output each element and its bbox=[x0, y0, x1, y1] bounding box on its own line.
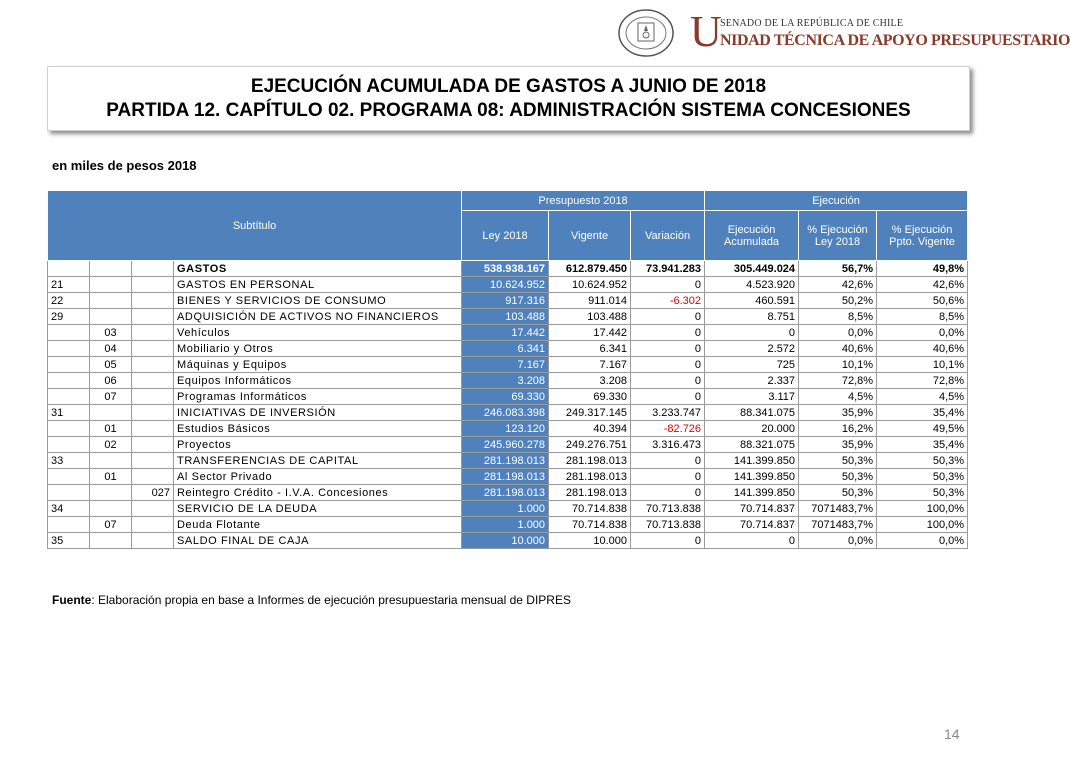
cell-pct-vigente: 10,1% bbox=[877, 357, 968, 373]
table-row bbox=[48, 341, 968, 357]
cell-subtitulo: 34 bbox=[48, 501, 90, 517]
cell-pct-ley: 7071483,7% bbox=[799, 517, 877, 533]
header-ejecucion-acumulada: Ejecución Acumulada bbox=[705, 211, 799, 261]
cell-pct-vigente: 35,4% bbox=[877, 405, 968, 421]
cell-subtitulo: 35 bbox=[48, 533, 90, 549]
cell-variacion: 0 bbox=[631, 277, 705, 293]
cell-ejecucion: 2.337 bbox=[705, 373, 799, 389]
source-note bbox=[52, 593, 571, 607]
cell-item: 01 bbox=[90, 421, 132, 437]
cell-item: 07 bbox=[90, 517, 132, 533]
cell-subtitulo: 29 bbox=[48, 309, 90, 325]
budget-table bbox=[47, 190, 968, 549]
cell-descripcion: GASTOS EN PERSONAL bbox=[174, 277, 462, 293]
cell-pct-ley: 35,9% bbox=[799, 437, 877, 453]
cell-ejecucion: 725 bbox=[705, 357, 799, 373]
cell-pct-vigente: 50,6% bbox=[877, 293, 968, 309]
cell-pct-ley: 16,2% bbox=[799, 421, 877, 437]
cell-item: 05 bbox=[90, 357, 132, 373]
cell-item bbox=[90, 261, 132, 277]
cell-pct-ley: 0,0% bbox=[799, 533, 877, 549]
cell-asignacion bbox=[132, 357, 174, 373]
cell-pct-vigente: 8,5% bbox=[877, 309, 968, 325]
table-row bbox=[48, 309, 968, 325]
cell-ley: 6.341 bbox=[462, 341, 549, 357]
cell-item: 06 bbox=[90, 373, 132, 389]
cell-ejecucion: 3.117 bbox=[705, 389, 799, 405]
cell-descripcion: Reintegro Crédito - I.V.A. Concesiones bbox=[174, 485, 462, 501]
cell-pct-vigente: 50,3% bbox=[877, 469, 968, 485]
cell-descripcion: Deuda Flotante bbox=[174, 517, 462, 533]
cell-variacion: 3.316.473 bbox=[631, 437, 705, 453]
cell-asignacion bbox=[132, 501, 174, 517]
cell-pct-vigente: 0,0% bbox=[877, 533, 968, 549]
cell-item bbox=[90, 453, 132, 469]
cell-vigente: 6.341 bbox=[549, 341, 631, 357]
cell-item: 03 bbox=[90, 325, 132, 341]
cell-variacion: -6.302 bbox=[631, 293, 705, 309]
cell-descripcion: INICIATIVAS DE INVERSIÓN bbox=[174, 405, 462, 421]
cell-pct-ley: 50,3% bbox=[799, 469, 877, 485]
cell-pct-vigente: 72,8% bbox=[877, 373, 968, 389]
header-subtitulo: Subtítulo bbox=[48, 191, 462, 261]
title-line2: PARTIDA 12. CAPÍTULO 02. PROGRAMA 08: ADMINISTRACIÓN SISTEMA CONCESIONES bbox=[106, 100, 911, 121]
brand-line2: NIDAD TÉCNICA DE APOYO PRESUPUESTARIO bbox=[720, 32, 1070, 49]
cell-ejecucion: 460.591 bbox=[705, 293, 799, 309]
cell-pct-ley: 40,6% bbox=[799, 341, 877, 357]
cell-ley: 17.442 bbox=[462, 325, 549, 341]
cell-ejecucion: 141.399.850 bbox=[705, 469, 799, 485]
cell-ejecucion: 88.341.075 bbox=[705, 405, 799, 421]
cell-subtitulo: 33 bbox=[48, 453, 90, 469]
cell-variacion: 0 bbox=[631, 325, 705, 341]
table-row bbox=[48, 453, 968, 469]
cell-asignacion bbox=[132, 453, 174, 469]
cell-ejecucion: 20.000 bbox=[705, 421, 799, 437]
cell-asignacion bbox=[132, 517, 174, 533]
cell-pct-ley: 56,7% bbox=[799, 261, 877, 277]
cell-asignacion bbox=[132, 325, 174, 341]
cell-asignacion bbox=[132, 341, 174, 357]
cell-ley: 3.208 bbox=[462, 373, 549, 389]
cell-ley: 1.000 bbox=[462, 517, 549, 533]
cell-descripcion: Al Sector Privado bbox=[174, 469, 462, 485]
header-pct-ley: % Ejecución Ley 2018 bbox=[799, 211, 877, 261]
cell-variacion: 0 bbox=[631, 373, 705, 389]
cell-pct-ley: 72,8% bbox=[799, 373, 877, 389]
cell-vigente: 249.317.145 bbox=[549, 405, 631, 421]
cell-ley: 281.198.013 bbox=[462, 453, 549, 469]
table-row bbox=[48, 437, 968, 453]
cell-item bbox=[90, 405, 132, 421]
cell-ley: 917.316 bbox=[462, 293, 549, 309]
cell-ley: 538.938.167 bbox=[462, 261, 549, 277]
cell-subtitulo bbox=[48, 341, 90, 357]
brand-line1: SENADO DE LA REPÚBLICA DE CHILE bbox=[720, 18, 904, 29]
cell-vigente: 249.276.751 bbox=[549, 437, 631, 453]
cell-asignacion bbox=[132, 373, 174, 389]
cell-pct-ley: 10,1% bbox=[799, 357, 877, 373]
cell-item: 04 bbox=[90, 341, 132, 357]
cell-vigente: 281.198.013 bbox=[549, 485, 631, 501]
cell-subtitulo: 22 bbox=[48, 293, 90, 309]
table-row bbox=[48, 533, 968, 549]
cell-asignacion bbox=[132, 277, 174, 293]
cell-descripcion: Mobiliario y Otros bbox=[174, 341, 462, 357]
cell-ley: 1.000 bbox=[462, 501, 549, 517]
brand-wordmark bbox=[690, 7, 1070, 58]
cell-subtitulo: 31 bbox=[48, 405, 90, 421]
cell-vigente: 7.167 bbox=[549, 357, 631, 373]
cell-descripcion: SALDO FINAL DE CAJA bbox=[174, 533, 462, 549]
cell-descripcion: Máquinas y Equipos bbox=[174, 357, 462, 373]
cell-ley: 281.198.013 bbox=[462, 485, 549, 501]
cell-ejecucion: 8.751 bbox=[705, 309, 799, 325]
cell-vigente: 103.488 bbox=[549, 309, 631, 325]
cell-pct-vigente: 49,8% bbox=[877, 261, 968, 277]
cell-descripcion: Vehículos bbox=[174, 325, 462, 341]
cell-pct-vigente: 50,3% bbox=[877, 485, 968, 501]
cell-vigente: 281.198.013 bbox=[549, 469, 631, 485]
cell-subtitulo bbox=[48, 261, 90, 277]
cell-ejecucion: 141.399.850 bbox=[705, 485, 799, 501]
table-row bbox=[48, 373, 968, 389]
cell-descripcion: Programas Informáticos bbox=[174, 389, 462, 405]
cell-ley: 103.488 bbox=[462, 309, 549, 325]
cell-asignacion bbox=[132, 405, 174, 421]
cell-pct-vigente: 4,5% bbox=[877, 389, 968, 405]
cell-ley: 10.624.952 bbox=[462, 277, 549, 293]
cell-pct-ley: 4,5% bbox=[799, 389, 877, 405]
table-row bbox=[48, 293, 968, 309]
cell-asignacion bbox=[132, 309, 174, 325]
cell-variacion: 0 bbox=[631, 485, 705, 501]
cell-descripcion: Estudios Básicos bbox=[174, 421, 462, 437]
table-row bbox=[48, 277, 968, 293]
cell-ley: 245.960.278 bbox=[462, 437, 549, 453]
cell-pct-vigente: 50,3% bbox=[877, 453, 968, 469]
title-line1: EJECUCIÓN ACUMULADA DE GASTOS A JUNIO DE 2018 bbox=[250, 76, 767, 97]
cell-ejecucion: 4.523.920 bbox=[705, 277, 799, 293]
cell-vigente: 911.014 bbox=[549, 293, 631, 309]
brand-initial: U bbox=[690, 7, 722, 56]
cell-variacion: 0 bbox=[631, 389, 705, 405]
cell-ejecucion: 141.399.850 bbox=[705, 453, 799, 469]
cell-ejecucion: 0 bbox=[705, 325, 799, 341]
title-box bbox=[47, 66, 970, 131]
cell-subtitulo: 21 bbox=[48, 277, 90, 293]
header-pct-vigente: % Ejecución Ppto. Vigente bbox=[877, 211, 968, 261]
cell-vigente: 281.198.013 bbox=[549, 453, 631, 469]
cell-pct-vigente: 42,6% bbox=[877, 277, 968, 293]
cell-variacion: 0 bbox=[631, 357, 705, 373]
units-label: en miles de pesos 2018 bbox=[52, 158, 197, 173]
cell-subtitulo bbox=[48, 485, 90, 501]
cell-pct-vigente: 35,4% bbox=[877, 437, 968, 453]
cell-item bbox=[90, 485, 132, 501]
cell-subtitulo bbox=[48, 469, 90, 485]
cell-subtitulo bbox=[48, 517, 90, 533]
cell-ley: 7.167 bbox=[462, 357, 549, 373]
cell-descripcion: BIENES Y SERVICIOS DE CONSUMO bbox=[174, 293, 462, 309]
cell-asignacion bbox=[132, 261, 174, 277]
cell-variacion: 0 bbox=[631, 469, 705, 485]
cell-pct-ley: 35,9% bbox=[799, 405, 877, 421]
cell-pct-ley: 7071483,7% bbox=[799, 501, 877, 517]
cell-pct-vigente: 100,0% bbox=[877, 517, 968, 533]
cell-asignacion bbox=[132, 469, 174, 485]
table-row bbox=[48, 501, 968, 517]
cell-subtitulo bbox=[48, 421, 90, 437]
table-row bbox=[48, 325, 968, 341]
cell-vigente: 40.394 bbox=[549, 421, 631, 437]
cell-vigente: 10.624.952 bbox=[549, 277, 631, 293]
cell-item: 02 bbox=[90, 437, 132, 453]
header-presupuesto: Presupuesto 2018 bbox=[462, 191, 705, 211]
cell-ejecucion: 2.572 bbox=[705, 341, 799, 357]
table-row bbox=[48, 357, 968, 373]
cell-asignacion bbox=[132, 533, 174, 549]
cell-asignacion bbox=[132, 437, 174, 453]
cell-variacion: -82.726 bbox=[631, 421, 705, 437]
table-row bbox=[48, 261, 968, 277]
table-row bbox=[48, 517, 968, 533]
cell-descripcion: Equipos Informáticos bbox=[174, 373, 462, 389]
cell-subtitulo bbox=[48, 373, 90, 389]
cell-descripcion: Proyectos bbox=[174, 437, 462, 453]
cell-ejecucion: 0 bbox=[705, 533, 799, 549]
cell-ejecucion: 70.714.837 bbox=[705, 501, 799, 517]
table-row bbox=[48, 389, 968, 405]
table-row bbox=[48, 405, 968, 421]
cell-pct-ley: 50,3% bbox=[799, 453, 877, 469]
cell-pct-ley: 42,6% bbox=[799, 277, 877, 293]
header-ejecucion: Ejecución bbox=[705, 191, 968, 211]
cell-vigente: 17.442 bbox=[549, 325, 631, 341]
cell-pct-vigente: 0,0% bbox=[877, 325, 968, 341]
budget-body bbox=[48, 261, 968, 549]
cell-pct-vigente: 100,0% bbox=[877, 501, 968, 517]
cell-item bbox=[90, 293, 132, 309]
cell-vigente: 70.714.838 bbox=[549, 517, 631, 533]
source-label: Fuente bbox=[52, 593, 92, 607]
cell-vigente: 3.208 bbox=[549, 373, 631, 389]
cell-variacion: 73.941.283 bbox=[631, 261, 705, 277]
cell-descripcion: SERVICIO DE LA DEUDA bbox=[174, 501, 462, 517]
cell-pct-ley: 50,3% bbox=[799, 485, 877, 501]
header-variacion: Variación bbox=[631, 211, 705, 261]
cell-asignacion: 027 bbox=[132, 485, 174, 501]
cell-variacion: 0 bbox=[631, 533, 705, 549]
cell-asignacion bbox=[132, 293, 174, 309]
table-row bbox=[48, 421, 968, 437]
cell-item bbox=[90, 533, 132, 549]
cell-variacion: 70.713.838 bbox=[631, 517, 705, 533]
cell-variacion: 70.713.838 bbox=[631, 501, 705, 517]
cell-subtitulo bbox=[48, 437, 90, 453]
cell-subtitulo bbox=[48, 325, 90, 341]
cell-descripcion: TRANSFERENCIAS DE CAPITAL bbox=[174, 453, 462, 469]
cell-ejecucion: 70.714.837 bbox=[705, 517, 799, 533]
cell-pct-ley: 0,0% bbox=[799, 325, 877, 341]
cell-vigente: 69.330 bbox=[549, 389, 631, 405]
header-ley: Ley 2018 bbox=[462, 211, 549, 261]
cell-pct-ley: 50,2% bbox=[799, 293, 877, 309]
cell-vigente: 612.879.450 bbox=[549, 261, 631, 277]
cell-variacion: 0 bbox=[631, 453, 705, 469]
source-text: : Elaboración propia en base a Informes de ejecución presupuestaria mensual de DIPRES bbox=[91, 593, 571, 607]
cell-pct-vigente: 40,6% bbox=[877, 341, 968, 357]
cell-ejecucion: 88.321.075 bbox=[705, 437, 799, 453]
cell-ley: 123.120 bbox=[462, 421, 549, 437]
cell-item bbox=[90, 309, 132, 325]
cell-asignacion bbox=[132, 421, 174, 437]
cell-asignacion bbox=[132, 389, 174, 405]
cell-vigente: 10.000 bbox=[549, 533, 631, 549]
cell-vigente: 70.714.838 bbox=[549, 501, 631, 517]
cell-item bbox=[90, 501, 132, 517]
table-row bbox=[48, 485, 968, 501]
cell-item: 07 bbox=[90, 389, 132, 405]
cell-ejecucion: 305.449.024 bbox=[705, 261, 799, 277]
table-row bbox=[48, 469, 968, 485]
cell-item: 01 bbox=[90, 469, 132, 485]
cell-ley: 69.330 bbox=[462, 389, 549, 405]
cell-ley: 10.000 bbox=[462, 533, 549, 549]
cell-ley: 246.083.398 bbox=[462, 405, 549, 421]
senate-seal-icon bbox=[616, 8, 676, 58]
header-vigente: Vigente bbox=[549, 211, 631, 261]
cell-ley: 281.198.013 bbox=[462, 469, 549, 485]
page-number: 14 bbox=[944, 726, 960, 742]
header-logo bbox=[612, 6, 1070, 62]
cell-variacion: 3.233.747 bbox=[631, 405, 705, 421]
cell-descripcion: ADQUISICIÓN DE ACTIVOS NO FINANCIEROS bbox=[174, 309, 462, 325]
cell-variacion: 0 bbox=[631, 309, 705, 325]
cell-descripcion: GASTOS bbox=[174, 261, 462, 277]
cell-pct-ley: 8,5% bbox=[799, 309, 877, 325]
cell-subtitulo bbox=[48, 357, 90, 373]
cell-item bbox=[90, 277, 132, 293]
cell-subtitulo bbox=[48, 389, 90, 405]
cell-pct-vigente: 49,5% bbox=[877, 421, 968, 437]
cell-variacion: 0 bbox=[631, 341, 705, 357]
